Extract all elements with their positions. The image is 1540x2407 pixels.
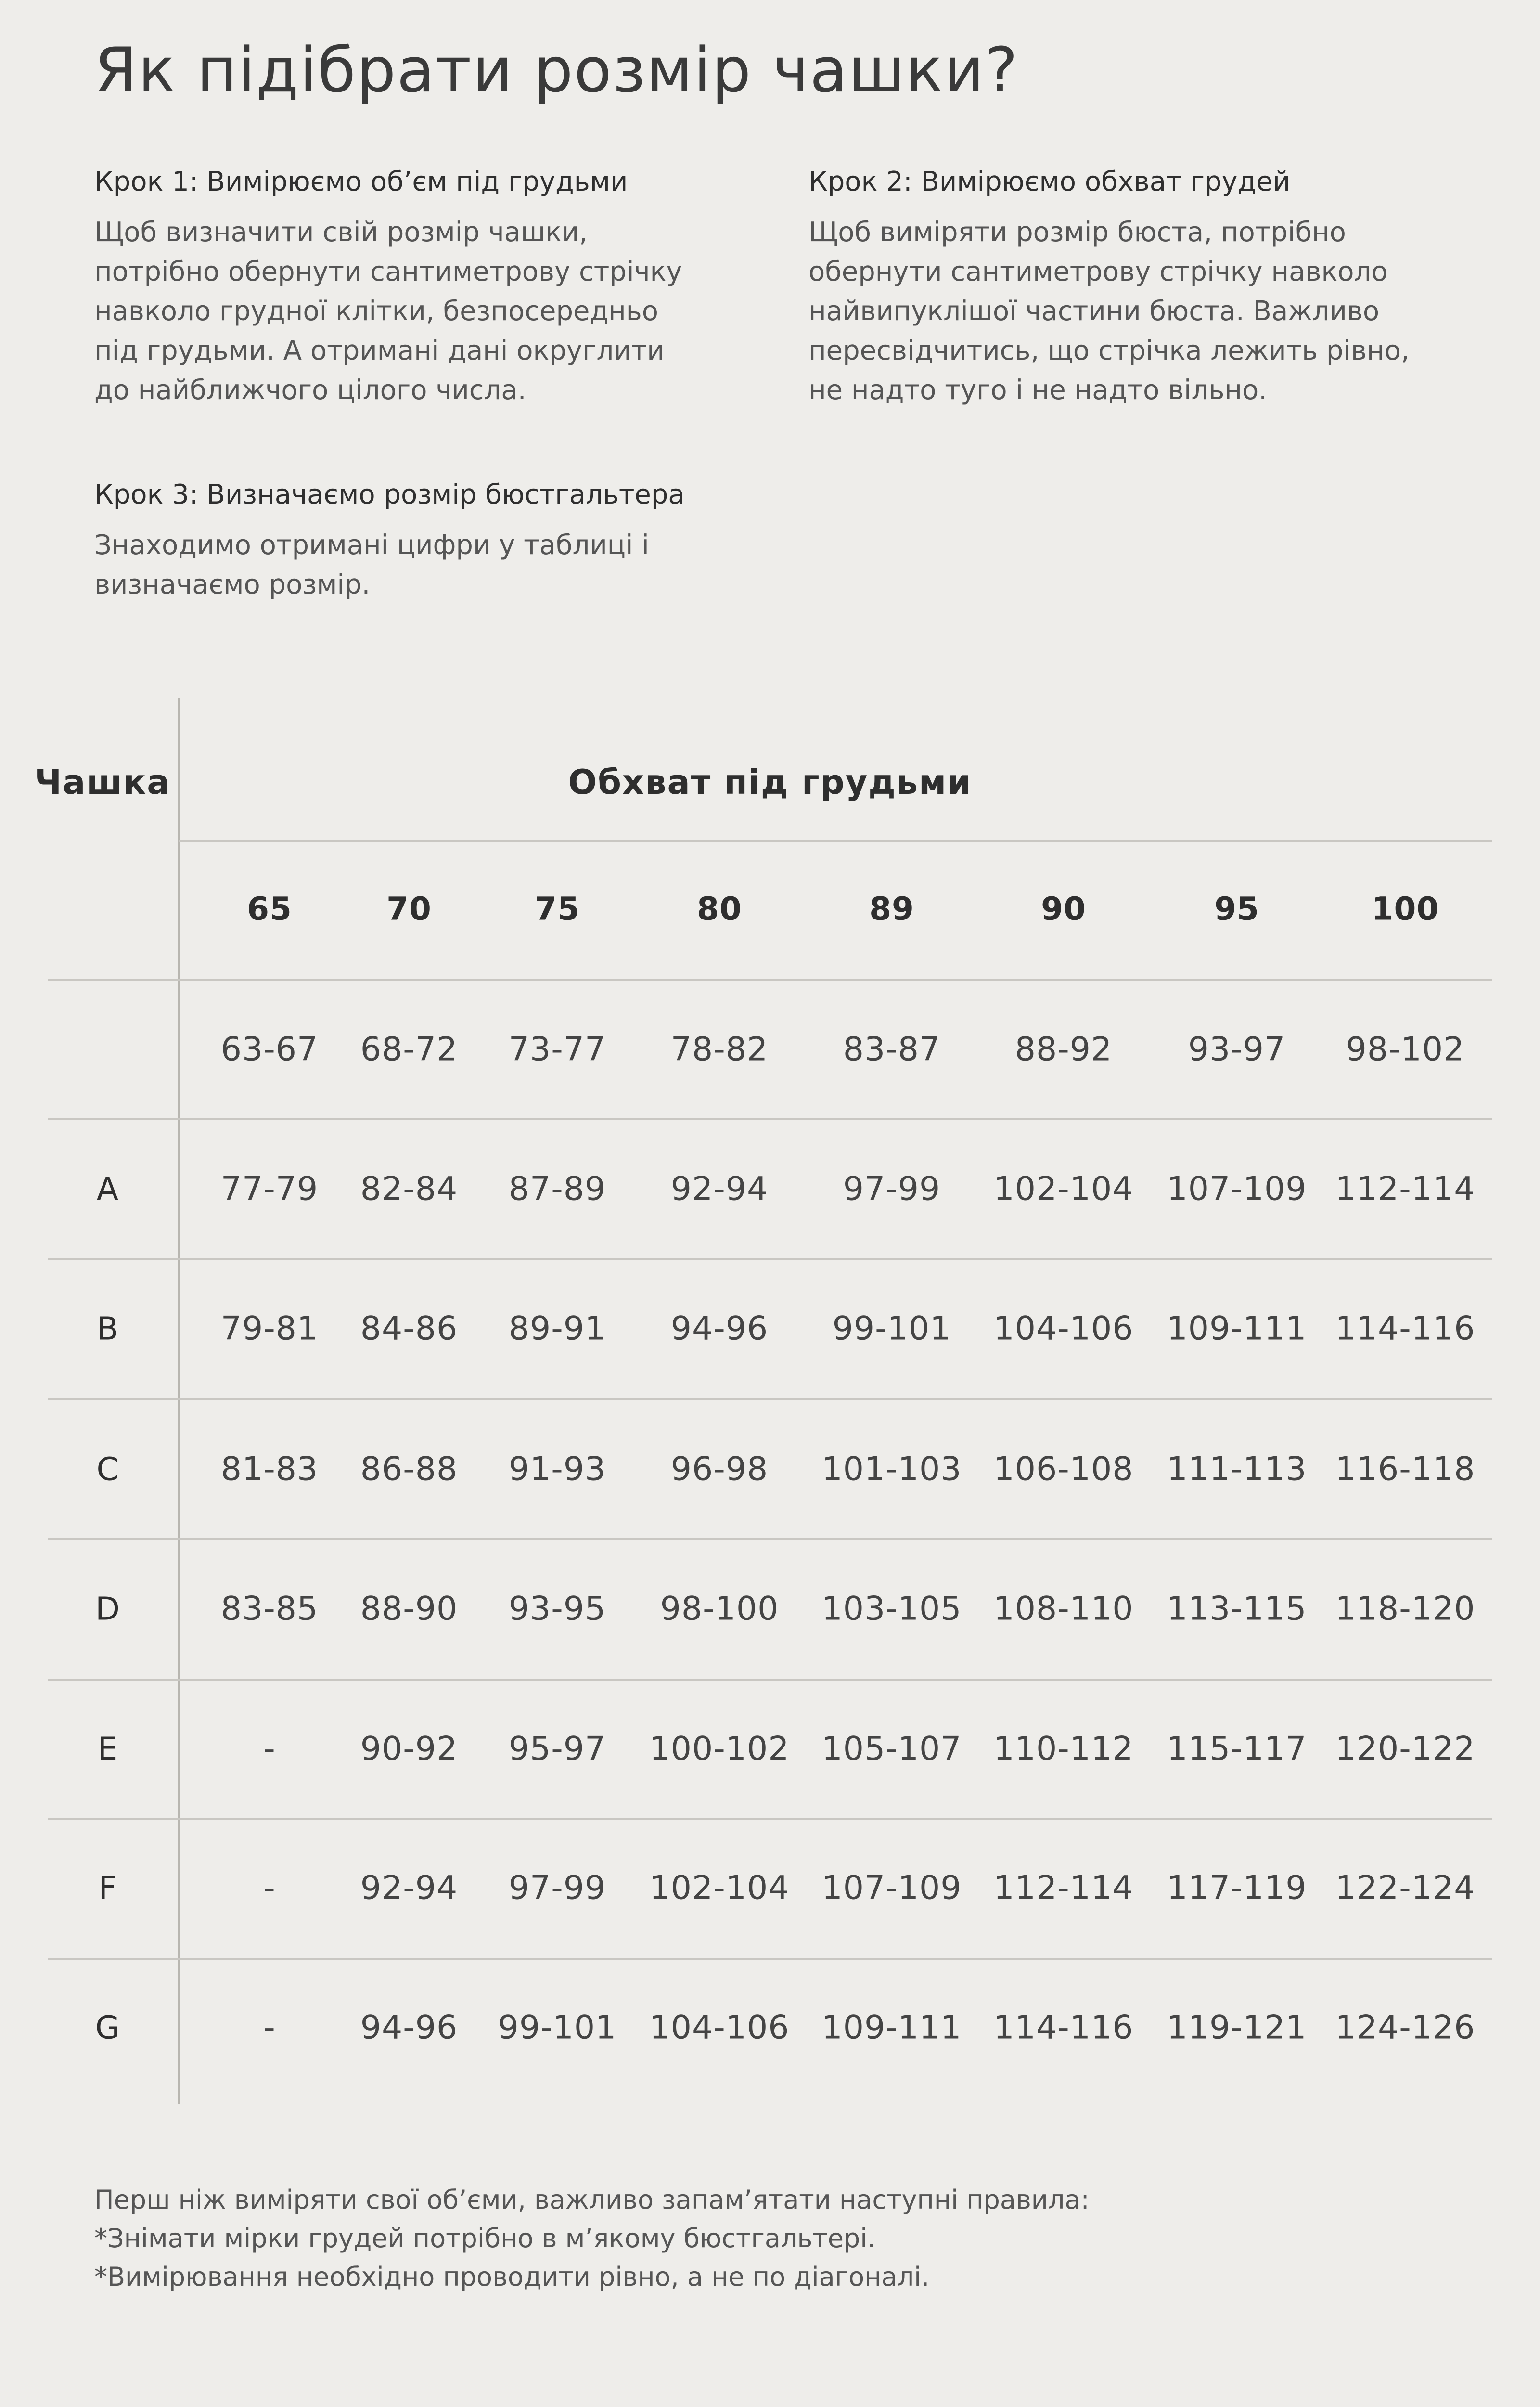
bust-range-cell: 90-92 — [360, 1730, 458, 1768]
bust-range-cell: 92-94 — [360, 1869, 458, 1907]
bust-range-cell: 107-109 — [1167, 1170, 1307, 1208]
bust-range-cell: 86-88 — [360, 1450, 458, 1488]
bust-range-cell: 112-114 — [1335, 1170, 1476, 1208]
bust-range-cell: 114-116 — [1335, 1309, 1476, 1348]
step-1-line: під грудьми. А отримані дані округлити — [94, 335, 665, 366]
step-2-line: обернути сантиметрову стрічку навколо — [808, 256, 1388, 287]
bust-range-cell: 111-113 — [1167, 1450, 1307, 1488]
bust-range-cell: 96-98 — [670, 1450, 769, 1488]
bust-range-cell: 105-107 — [821, 1730, 962, 1768]
step-2-line: пересвідчитись, що стрічка лежить рівно, — [808, 335, 1410, 366]
bust-range-cell: 99-101 — [498, 2008, 617, 2047]
table-row-divider — [48, 1679, 1492, 1681]
cup-column-header: Чашка — [34, 763, 171, 802]
bust-range-cell: 119-121 — [1167, 2008, 1307, 2047]
bust-range-cell: 79-81 — [220, 1309, 319, 1348]
bust-range-cell: 93-95 — [508, 1590, 606, 1628]
cup-label-cell: A — [96, 1170, 119, 1208]
step-3-text — [94, 526, 768, 605]
step-1-heading: Крок 1: Вимірюємо об’єм під грудьми — [94, 166, 628, 197]
table-row-divider — [48, 1818, 1492, 1820]
cup-label-cell: F — [98, 1869, 117, 1907]
bust-range-cell: 102-104 — [649, 1869, 790, 1907]
note-rule: *Знімати мірки грудей потрібно в м’якому бюстгальтері. — [94, 2223, 876, 2253]
band-range-cell: 78-82 — [670, 1030, 769, 1069]
bust-range-cell: 94-96 — [360, 2008, 458, 2047]
cup-label-cell: D — [95, 1590, 120, 1628]
bust-range-cell: 98-100 — [660, 1590, 779, 1628]
band-range-cell: 93-97 — [1188, 1030, 1286, 1069]
band-range-cell: 88-92 — [1014, 1030, 1113, 1069]
bust-range-cell: 106-108 — [993, 1450, 1134, 1488]
note-intro: Перш ніж виміряти свої об’єми, важливо запам’ятати наступні правила: — [94, 2185, 1090, 2215]
bust-range-cell: 91-93 — [508, 1450, 606, 1488]
bust-range-cell: 116-118 — [1335, 1450, 1476, 1488]
bust-range-cell: 109-111 — [821, 2008, 962, 2047]
bust-range-cell: - — [263, 1869, 276, 1907]
bust-range-cell: 110-112 — [993, 1730, 1134, 1768]
bust-range-cell: 118-120 — [1335, 1590, 1476, 1628]
band-range-cell: 98-102 — [1346, 1030, 1465, 1069]
table-row-divider — [48, 1258, 1492, 1260]
band-size-cell: 80 — [697, 890, 742, 928]
table-vertical-divider — [178, 698, 180, 2104]
bust-range-cell: 122-124 — [1335, 1869, 1476, 1907]
band-range-cell: 83-87 — [843, 1030, 941, 1069]
table-row-divider — [48, 979, 1492, 981]
step-2-line: найвипуклішої частини бюста. Важливо — [808, 296, 1380, 327]
note-rule: *Вимірювання необхідно проводити рівно, а не по діагоналі. — [94, 2262, 930, 2292]
bust-range-cell: 117-119 — [1167, 1869, 1307, 1907]
bust-range-cell: 92-94 — [670, 1170, 769, 1208]
step-3 — [94, 479, 768, 605]
bust-range-cell: 115-117 — [1167, 1730, 1307, 1768]
step-1-line: потрібно обернути сантиметрову стрічку — [94, 256, 682, 287]
bust-range-cell: 88-90 — [360, 1590, 458, 1628]
bust-range-cell: 77-79 — [220, 1170, 319, 1208]
step-3-line: Знаходимо отримані цифри у таблиці і — [94, 530, 649, 561]
cup-label-cell: G — [95, 2009, 121, 2046]
step-2-text — [808, 213, 1482, 410]
step-1-line: навколо грудної клітки, безпосередньо — [94, 296, 659, 327]
bust-range-cell: 99-101 — [832, 1309, 951, 1348]
bust-range-cell: 82-84 — [360, 1170, 458, 1208]
bust-range-cell: 94-96 — [670, 1309, 769, 1348]
band-size-cell: 70 — [386, 890, 432, 928]
bust-range-cell: 87-89 — [508, 1170, 606, 1208]
bust-range-cell: 124-126 — [1335, 2008, 1476, 2047]
bust-range-cell: 84-86 — [360, 1309, 458, 1348]
table-row-divider — [48, 1958, 1492, 1960]
bust-range-cell: 95-97 — [508, 1730, 606, 1768]
page-title: Як підібрати розмір чашки? — [94, 35, 1019, 106]
band-size-cell: 65 — [247, 890, 292, 928]
step-2-line: Щоб виміряти розмір бюста, потрібно — [808, 217, 1346, 248]
band-size-cell: 100 — [1371, 890, 1439, 928]
table-row-divider — [48, 1118, 1492, 1120]
bust-range-cell: 108-110 — [993, 1590, 1134, 1628]
step-1-line: до найближчого цілого числа. — [94, 375, 526, 406]
step-1-line: Щоб визначити свій розмір чашки, — [94, 217, 588, 248]
bust-range-cell: 102-104 — [993, 1170, 1134, 1208]
band-header: Обхват під грудьми — [568, 763, 972, 802]
bust-range-cell: - — [263, 2008, 276, 2047]
step-1-text — [94, 213, 768, 410]
bust-range-cell: 89-91 — [508, 1309, 606, 1348]
step-2-heading: Крок 2: Вимірюємо обхват грудей — [808, 166, 1291, 197]
bust-range-cell: 109-111 — [1167, 1309, 1307, 1348]
bust-range-cell: 113-115 — [1167, 1590, 1307, 1628]
bust-range-cell: 97-99 — [843, 1170, 941, 1208]
cup-label-cell: E — [97, 1730, 118, 1768]
bust-range-cell: 104-106 — [993, 1309, 1134, 1348]
cup-label-cell: B — [96, 1310, 119, 1347]
bust-range-cell: - — [263, 1730, 276, 1768]
band-size-cell: 95 — [1214, 890, 1259, 928]
bust-range-cell: 81-83 — [220, 1450, 319, 1488]
band-range-cell: 73-77 — [508, 1030, 606, 1069]
step-3-heading: Крок 3: Визначаємо розмір бюстгальтера — [94, 479, 685, 510]
bust-range-cell: 120-122 — [1335, 1730, 1476, 1768]
step-1 — [94, 166, 768, 410]
bust-range-cell: 101-103 — [821, 1450, 962, 1488]
bust-range-cell: 107-109 — [821, 1869, 962, 1907]
band-range-cell: 63-67 — [220, 1030, 319, 1069]
step-3-line: визначаємо розмір. — [94, 569, 371, 600]
table-row-divider — [48, 1538, 1492, 1540]
cup-label-cell: C — [96, 1450, 119, 1488]
bust-range-cell: 104-106 — [649, 2008, 790, 2047]
band-range-cell: 68-72 — [360, 1030, 458, 1069]
step-2-line: не надто туго і не надто вільно. — [808, 375, 1268, 406]
step-2 — [808, 166, 1482, 410]
bust-range-cell: 97-99 — [508, 1869, 606, 1907]
bust-range-cell: 100-102 — [649, 1730, 790, 1768]
table-row-divider — [179, 840, 1492, 842]
notes — [94, 2181, 1490, 2296]
band-size-cell: 90 — [1041, 890, 1086, 928]
bust-range-cell: 103-105 — [821, 1590, 962, 1628]
bust-range-cell: 112-114 — [993, 1869, 1134, 1907]
table-row-divider — [48, 1398, 1492, 1400]
bust-range-cell: 83-85 — [220, 1590, 319, 1628]
bust-range-cell: 114-116 — [993, 2008, 1134, 2047]
band-size-cell: 89 — [869, 890, 914, 928]
band-size-cell: 75 — [535, 890, 580, 928]
